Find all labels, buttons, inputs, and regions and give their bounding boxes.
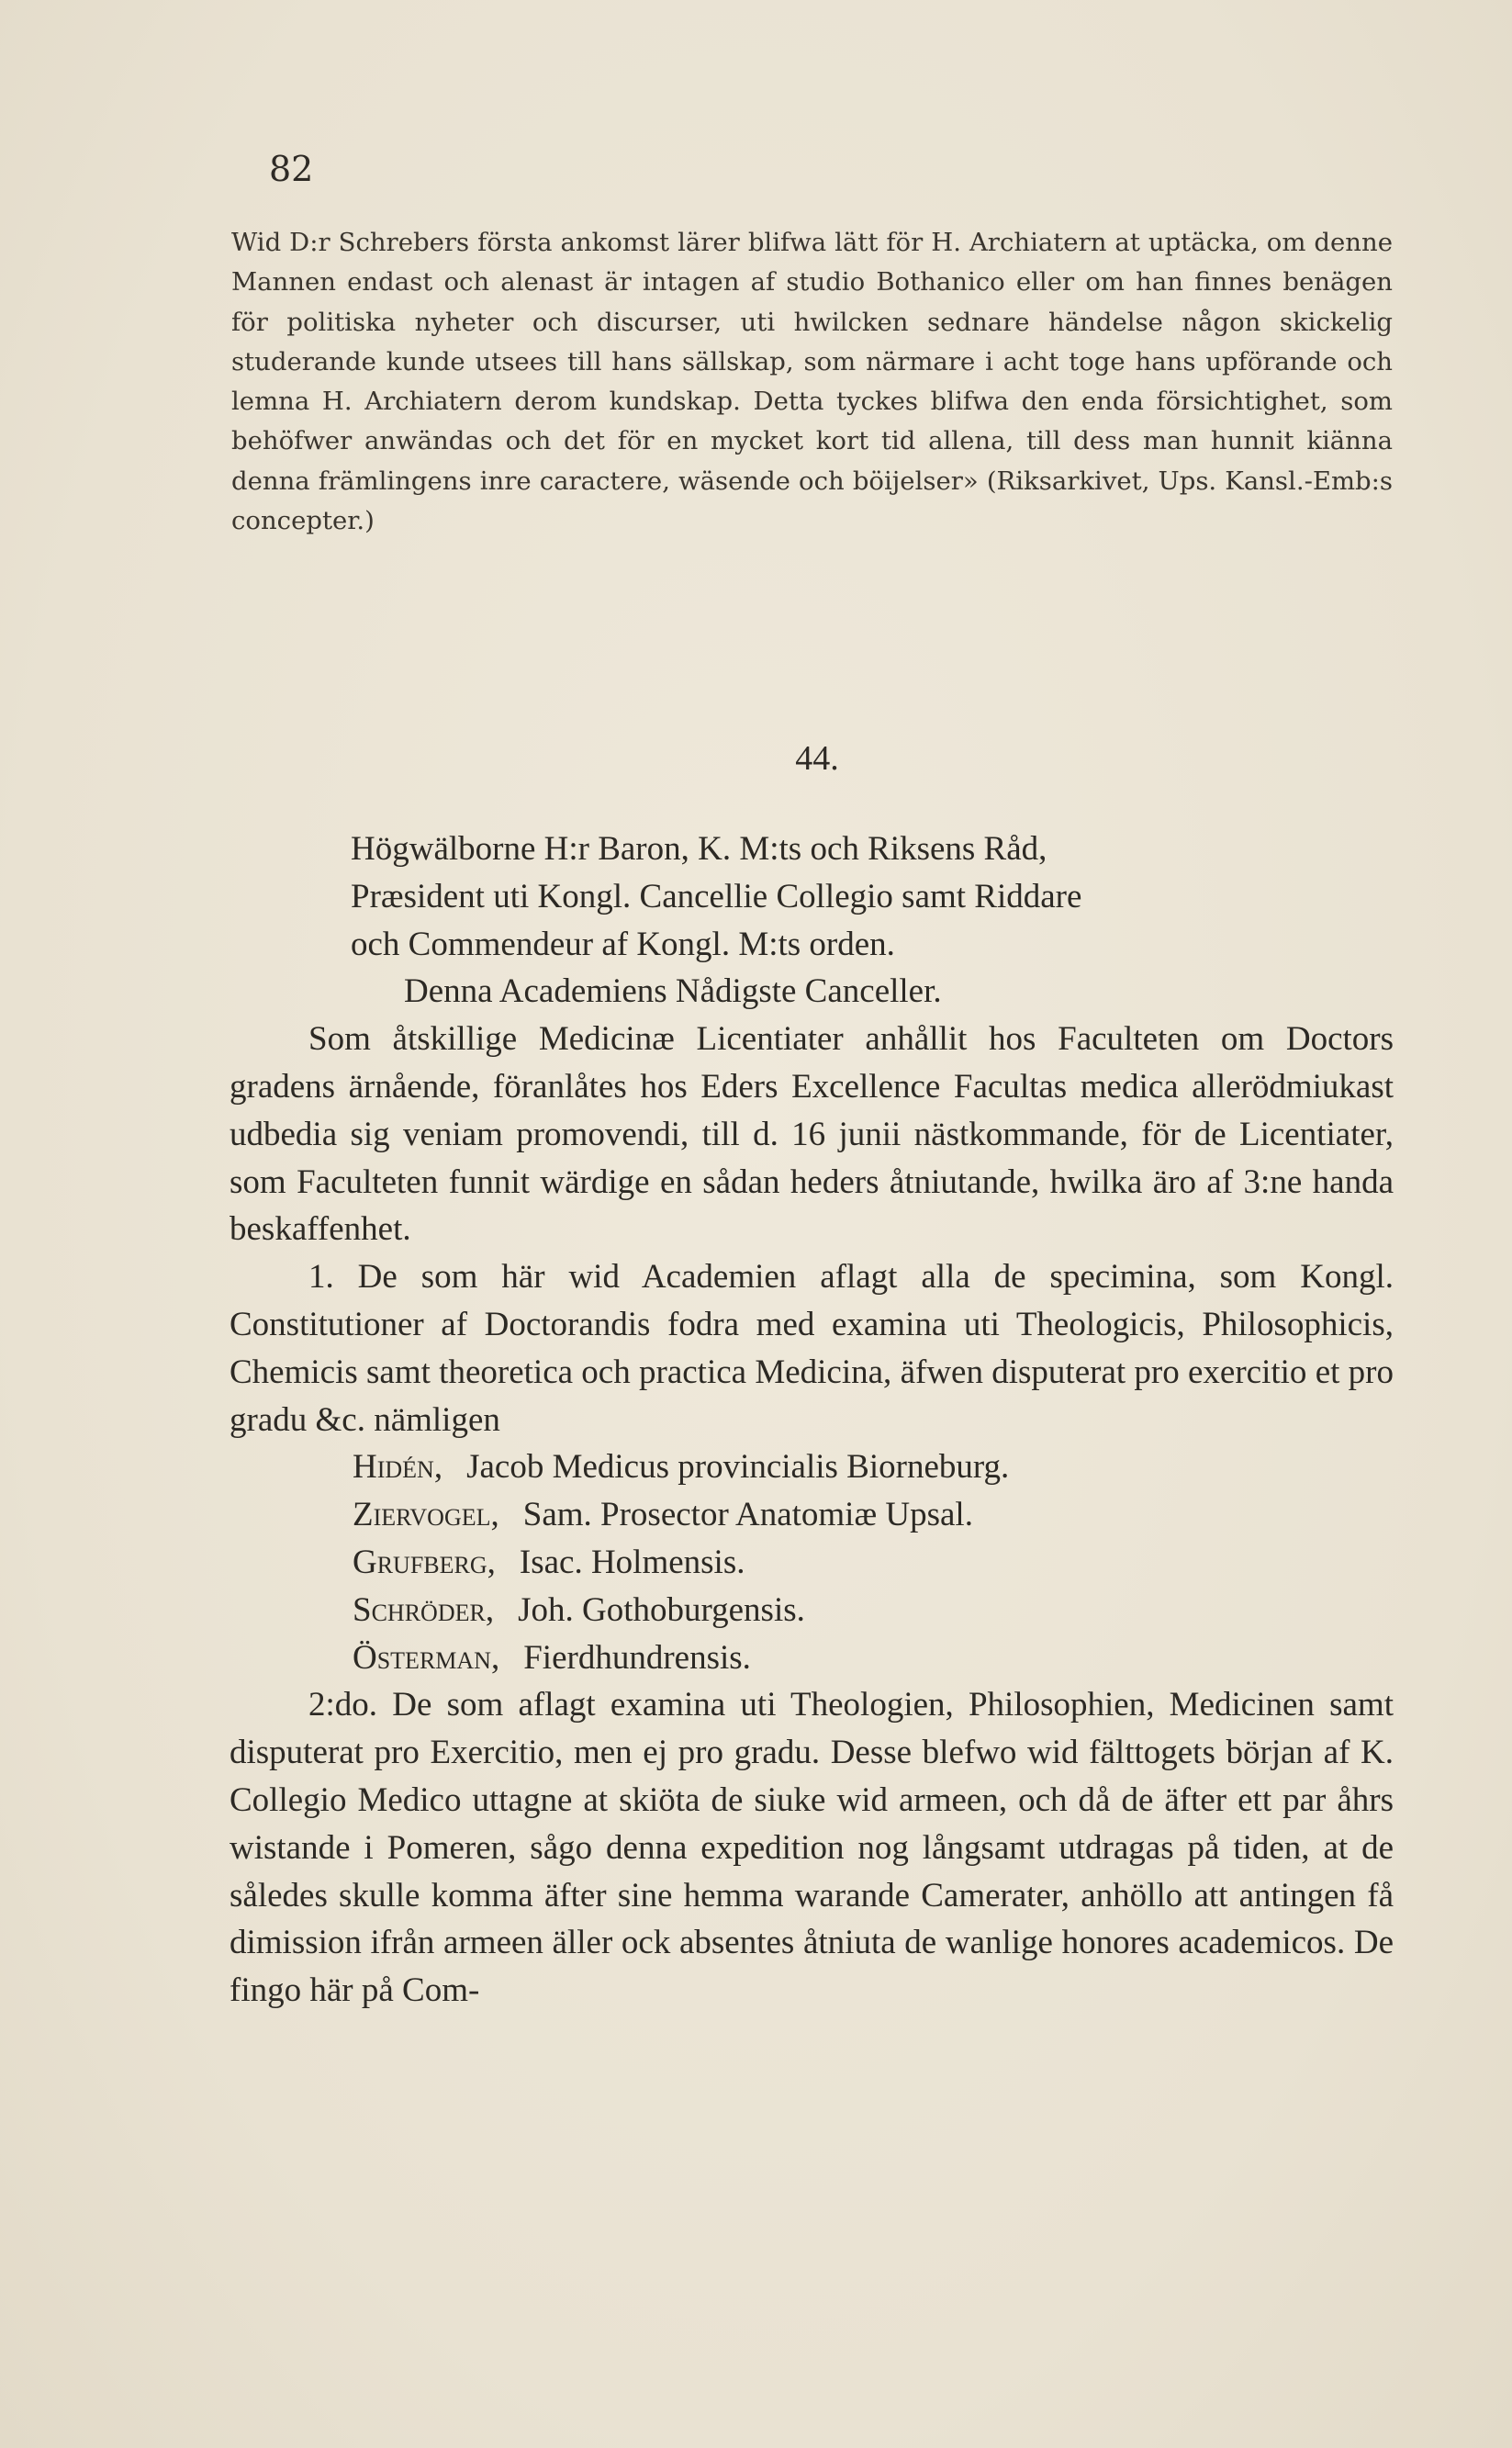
name-detail: Joh. Gothoburgensis. bbox=[518, 1590, 805, 1629]
footnote-quotation bbox=[231, 223, 1393, 541]
surname: Schröder, bbox=[353, 1590, 495, 1629]
name-list bbox=[230, 1443, 1394, 1681]
name-entry bbox=[353, 1539, 1394, 1587]
paragraph: Som åtskillige Medicinæ Licentiater anhållit hos Faculteten om Doctors gradens ärnående, föranlåtes hos Eders Excellence Facultas medica allerödmiukast udbedia sig veniam promovendi, till d. 16 junii nästkommande, för de Licentiater, som Faculteten funnit wärdige en sådan heders åtniutande, hwilka äro af 3:ne handa beskaffenhet. bbox=[230, 1020, 1394, 1249]
address-line: och Commendeur af Kongl. M:ts orden. bbox=[351, 925, 895, 963]
name-detail: Sam. Prosector Anatomiæ Upsal. bbox=[522, 1496, 973, 1534]
page-number: 82 bbox=[269, 149, 314, 189]
paragraph: 2:do. De som aflagt examina uti Theologien, Philosophien, Medicinen samt disputerat pro Exercitio, men ej pro gradu. Desse blefwo wid fälttogets början af K. Collegio Medico uttagne at skiöta de siuke wid armeen, och då de äfter ett par åhrs wistande i Pomeren, sågo denna expedition nog långsamt utdragas på tiden, at de således skulle komma äfter sine hemma warande Camerater, anhöllo att antingen få dimission ifrån armeen äller ock absentes åtniuta de wanlige honores academicos. De fingo här på Com- bbox=[230, 1686, 1394, 2010]
surname: Hidén, bbox=[353, 1448, 443, 1487]
name-entry bbox=[353, 1634, 1394, 1682]
name-detail: Jacob Medicus provincialis Biorneburg. bbox=[466, 1448, 1010, 1487]
address-line: Högwälborne H:r Baron, K. M:ts och Riksens Råd, bbox=[351, 830, 1047, 868]
name-detail: Fierdhundrensis. bbox=[523, 1638, 751, 1677]
name-entry bbox=[353, 1587, 1394, 1634]
name-detail: Isac. Holmensis. bbox=[519, 1543, 745, 1581]
address-line: Præsident uti Kongl. Cancellie Collegio samt Riddare bbox=[351, 877, 1082, 915]
address-block bbox=[230, 825, 1394, 968]
name-entry bbox=[353, 1491, 1394, 1539]
surname: Österman, bbox=[353, 1638, 500, 1677]
surname: Grufberg, bbox=[353, 1543, 496, 1581]
salutation: Denna Academiens Nådigste Canceller. bbox=[404, 972, 942, 1011]
letter-body bbox=[230, 825, 1394, 2015]
surname: Ziervogel, bbox=[353, 1496, 499, 1534]
name-entry bbox=[353, 1443, 1394, 1491]
section-number: 44. bbox=[795, 739, 839, 778]
footnote-text: Wid D:r Schrebers första ankomst lärer blifwa lätt för H. Archiatern at uptäcka, om denne Mannen endast och alenast är intagen af studio Bothanico eller om han finnes benägen för politiska nyheter och discurser, uti hwilcken sednare händelse någon skickelig studerande kunde utsees till hans sällskap, som närmare i acht toge hans upförande och lemna H. Archiatern derom kundskap. Detta tyckes blifwa den enda försichtighet, som behöfwer anwändas och det för en mycket kort tid allena, till dess man hunnit kiänna denna främlingens inre caractere, wäsende och böijelser» (Riksarkivet, Ups. Kansl.-Emb:s concepter.) bbox=[231, 228, 1393, 536]
paragraph: 1. De som här wid Academien aflagt alla de specimina, som Kongl. Constitutioner af Doctorandis fodra med examina uti Theologicis, Philosophicis, Chemicis samt theoretica och practica Medicina, äfwen disputerat pro exercitio et pro gradu &c. nämligen bbox=[230, 1258, 1394, 1439]
